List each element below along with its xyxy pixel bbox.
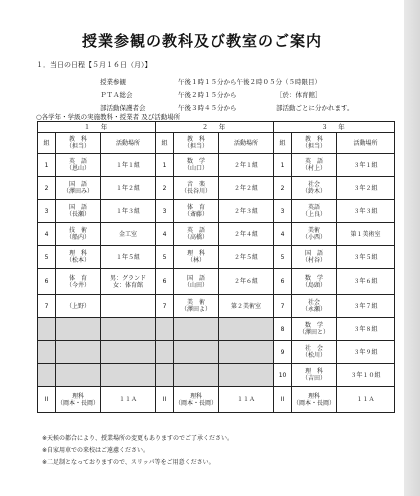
- schedule-time: 午後１時１５分から午後２時０５分（５時限目）: [178, 78, 321, 86]
- page-edge-shadow: [404, 0, 420, 496]
- empty-cell: [219, 364, 274, 387]
- class-number: II: [274, 387, 292, 413]
- subject-col-header: 教 科 （担当）: [174, 133, 219, 154]
- subject-teacher: 理科 （岡本・長岡）: [56, 387, 101, 413]
- schedule-note: 部活動ごとに分かれます。: [276, 104, 354, 112]
- schedule-time: 午後３時４５分から: [178, 104, 237, 112]
- subject-teacher: 美術 （小西）: [292, 223, 337, 246]
- room-name: ３年１組: [337, 154, 395, 177]
- table-row: [38, 295, 395, 318]
- schedule-event: 部活動保護者会: [100, 104, 146, 112]
- subject-teacher: 体 育 （今井）: [56, 269, 101, 295]
- subject-teacher: （上野）: [56, 295, 101, 318]
- class-number: 7: [156, 295, 174, 318]
- room-name: 金工室: [101, 223, 156, 246]
- class-table: [37, 121, 395, 413]
- subject-col-header: 教 科 （担当）: [56, 133, 101, 154]
- class-number: 1: [156, 154, 174, 177]
- room-name: ３年１０組: [337, 364, 395, 387]
- empty-cell: [101, 318, 156, 341]
- room-name: [101, 295, 156, 318]
- room-name: ２年４組: [219, 223, 274, 246]
- room-name: ３年９組: [337, 341, 395, 364]
- room-name: ２年３組: [219, 200, 274, 223]
- table-row: [38, 177, 395, 200]
- class-number: 10: [274, 364, 292, 387]
- table-row: [38, 318, 395, 341]
- subject-teacher: 理 科 （松本）: [56, 246, 101, 269]
- year-header: ２ 年: [156, 122, 274, 133]
- schedule-heading: １．当日の日程【５月１６日（月）】: [36, 61, 152, 69]
- subject-teacher: 英 語 （村上）: [292, 154, 337, 177]
- class-number: 5: [38, 246, 56, 269]
- room-name: １年１組: [101, 154, 156, 177]
- table-row: [38, 246, 395, 269]
- room-name: ２年２組: [219, 177, 274, 200]
- room-name: ３年２組: [337, 177, 395, 200]
- schedule-event: ＰＴＡ総会: [100, 91, 133, 99]
- subject-teacher: 理 科 （吉田）: [292, 364, 337, 387]
- subject-teacher: 英語 （上良）: [292, 200, 337, 223]
- class-number: 1: [274, 154, 292, 177]
- class-number: 5: [156, 246, 174, 269]
- class-number: 4: [156, 223, 174, 246]
- room-name: １年５組: [101, 246, 156, 269]
- table-row: [38, 364, 395, 387]
- schedule-row: [100, 89, 353, 102]
- class-number: 3: [274, 200, 292, 223]
- subject-teacher: 技 術 （船内）: [56, 223, 101, 246]
- subject-teacher: 国 語 （山田）: [174, 269, 219, 295]
- empty-cell: [56, 341, 101, 364]
- empty-cell: [174, 318, 219, 341]
- subject-teacher: 数 学 （澤田と）: [292, 318, 337, 341]
- subject-teacher: 理科 （岡本・長岡）: [174, 387, 219, 413]
- year-header: １ 年: [38, 122, 156, 133]
- table-caption: ○各学年・学級の実施教科・授業者 及び活動場所: [36, 113, 181, 121]
- class-number: 9: [274, 341, 292, 364]
- room-name: ３年５組: [337, 246, 395, 269]
- table-footer-row: [38, 387, 395, 413]
- room-name: ３年３組: [337, 200, 395, 223]
- subject-teacher: 国 語 （村谷）: [292, 246, 337, 269]
- empty-cell: [38, 364, 56, 387]
- subject-teacher: 理 科 （林）: [174, 246, 219, 269]
- document-title: 授業参観の教科及び教室のご案内: [81, 32, 322, 50]
- schedule-note: ［於：体育館］: [276, 91, 322, 99]
- room-name: ３年８組: [337, 318, 395, 341]
- room-name: ２年５組: [219, 246, 274, 269]
- class-number: 4: [274, 223, 292, 246]
- class-number: 7: [38, 295, 56, 318]
- subject-teacher: 国 語 （長瀬）: [56, 200, 101, 223]
- class-col-header: 組: [38, 133, 56, 154]
- year-header: ３ 年: [274, 122, 395, 133]
- empty-cell: [101, 341, 156, 364]
- table-row: [38, 223, 395, 246]
- class-number: 2: [156, 177, 174, 200]
- class-number: II: [156, 387, 174, 413]
- empty-cell: [56, 318, 101, 341]
- room-name: １１Ａ: [101, 387, 156, 413]
- room-name: ２年１組: [219, 154, 274, 177]
- class-number: 3: [156, 200, 174, 223]
- subject-teacher: 音 楽 （長谷川）: [174, 177, 219, 200]
- subject-teacher: 体 育 （斎藤）: [174, 200, 219, 223]
- class-number: 1: [38, 154, 56, 177]
- room-col-header: 活動場所: [337, 133, 395, 154]
- class-number: 3: [38, 200, 56, 223]
- class-number: 6: [156, 269, 174, 295]
- table-row: [38, 341, 395, 364]
- empty-cell: [101, 364, 156, 387]
- note-line: ※天候の都合により、授業場所の変更もありますのでご了承ください。: [42, 435, 234, 442]
- schedule-time: 午後２時１５分から: [178, 91, 237, 99]
- subject-teacher: 英 語 （高橋）: [174, 223, 219, 246]
- subject-col-header: 教 科 （担当）: [292, 133, 337, 154]
- room-name: 男：グランド 女：体育館: [101, 269, 156, 295]
- table-row: [38, 200, 395, 223]
- empty-cell: [156, 318, 174, 341]
- schedule-event: 授業参観: [100, 78, 126, 86]
- class-number: 6: [274, 269, 292, 295]
- subject-teacher: 英 語 （恩山）: [56, 154, 101, 177]
- empty-cell: [174, 364, 219, 387]
- empty-cell: [174, 341, 219, 364]
- schedule-list: [100, 76, 353, 115]
- schedule-row: [100, 76, 353, 89]
- subject-teacher: 数 学 （島頭）: [292, 269, 337, 295]
- room-name: ３年７組: [337, 295, 395, 318]
- class-number: 4: [38, 223, 56, 246]
- room-name: １１Ａ: [337, 387, 395, 413]
- empty-cell: [38, 341, 56, 364]
- room-name: 第２美術室: [219, 295, 274, 318]
- empty-cell: [156, 364, 174, 387]
- note-line: ※自家用車での来校はご遠慮ください。: [42, 447, 150, 454]
- table-row: [38, 154, 395, 177]
- subject-teacher: 社 会 （松川）: [292, 341, 337, 364]
- class-number: 2: [274, 177, 292, 200]
- subject-teacher: 数 学 （山口）: [174, 154, 219, 177]
- class-col-header: 組: [274, 133, 292, 154]
- subject-teacher: 美 術 （澤田よ）: [174, 295, 219, 318]
- notes: [42, 433, 233, 469]
- room-name: ２年６組: [219, 269, 274, 295]
- empty-cell: [219, 341, 274, 364]
- room-name: １１Ａ: [219, 387, 274, 413]
- class-col-header: 組: [156, 133, 174, 154]
- room-name: ３年６組: [337, 269, 395, 295]
- class-number: 2: [38, 177, 56, 200]
- empty-cell: [156, 341, 174, 364]
- room-col-header: 活動場所: [219, 133, 274, 154]
- subject-teacher: 社会 （永瀬）: [292, 295, 337, 318]
- room-name: １年３組: [101, 200, 156, 223]
- class-number: 7: [274, 295, 292, 318]
- empty-cell: [219, 318, 274, 341]
- room-name: １年２組: [101, 177, 156, 200]
- note-line: ※二足制となっておりますので、スリッパ等をご用意ください。: [42, 459, 215, 466]
- room-name: 第１美術室: [337, 223, 395, 246]
- empty-cell: [38, 318, 56, 341]
- room-col-header: 活動場所: [101, 133, 156, 154]
- empty-cell: [56, 364, 101, 387]
- class-number: 8: [274, 318, 292, 341]
- subject-teacher: 理科 （岡本・長岡）: [292, 387, 337, 413]
- subject-teacher: 社会 （鈴木）: [292, 177, 337, 200]
- class-number: 6: [38, 269, 56, 295]
- class-number: 5: [274, 246, 292, 269]
- class-number: II: [38, 387, 56, 413]
- subject-teacher: 国 語 （澤田み）: [56, 177, 101, 200]
- table-row: [38, 269, 395, 295]
